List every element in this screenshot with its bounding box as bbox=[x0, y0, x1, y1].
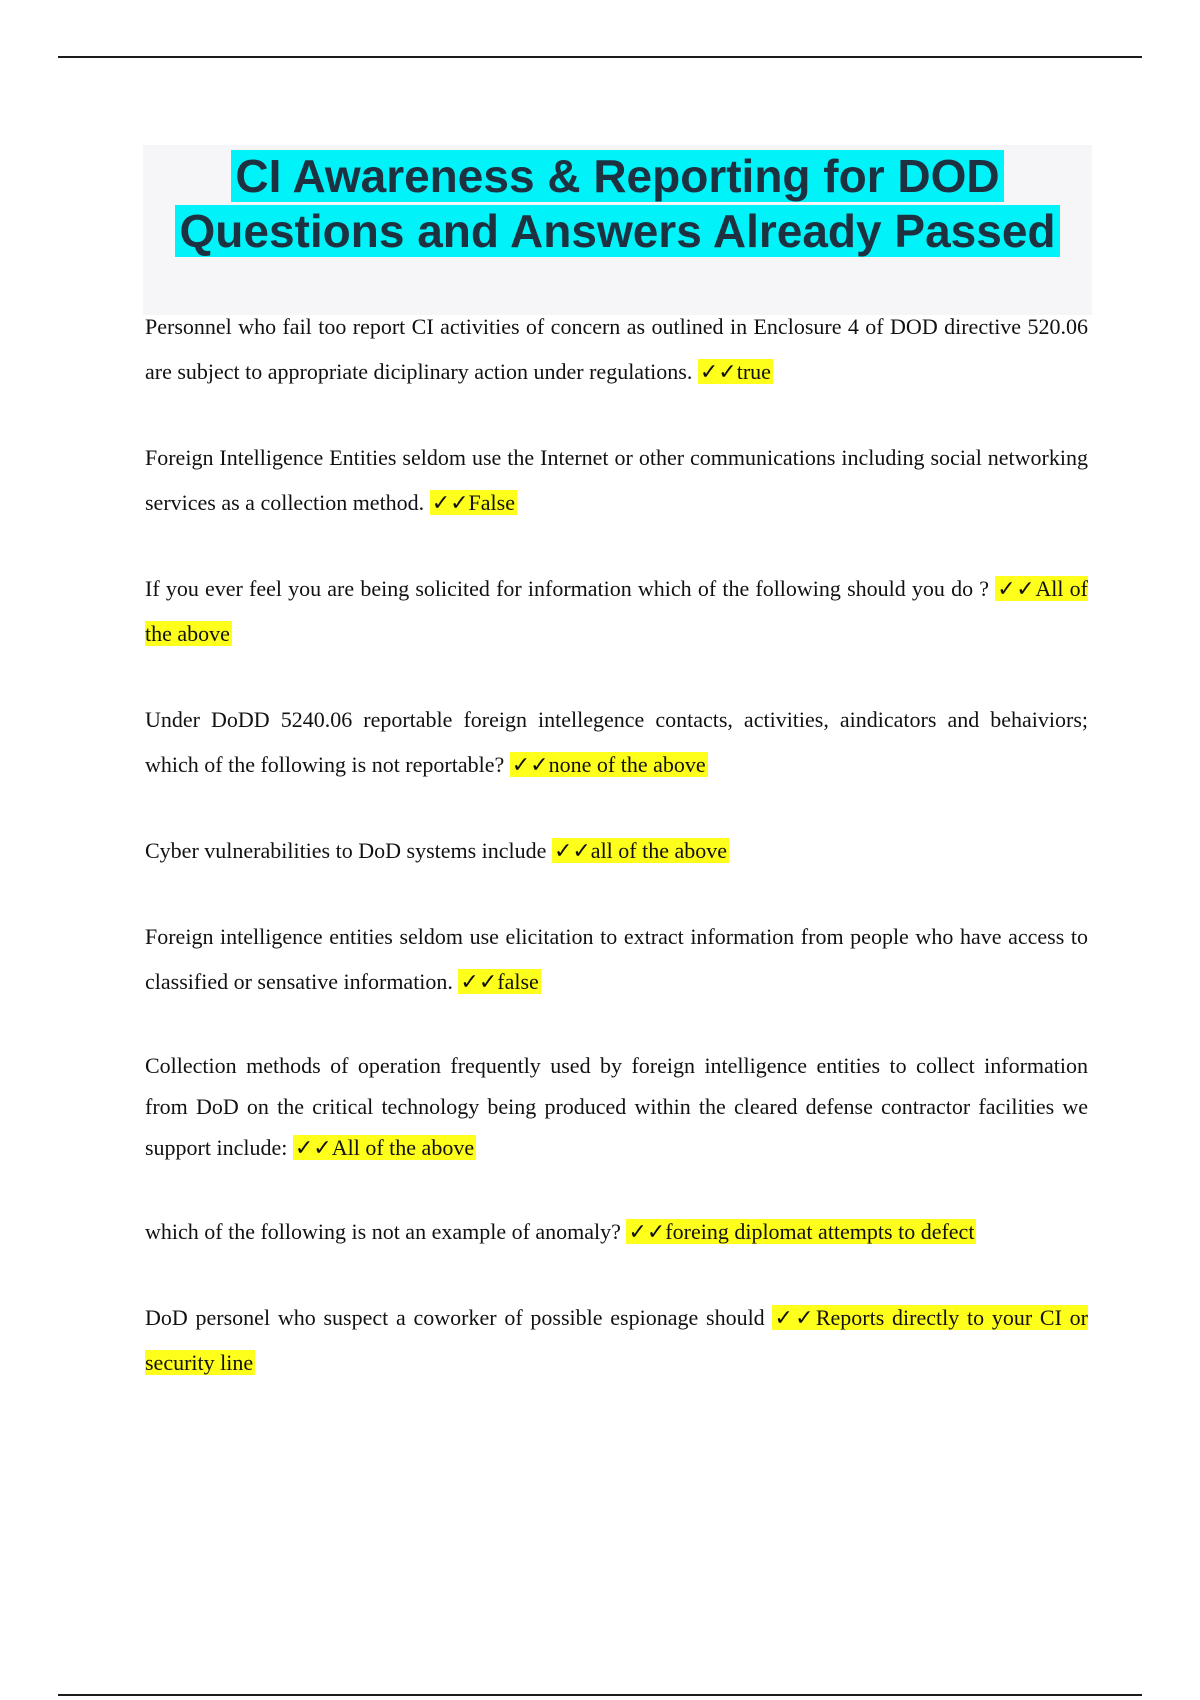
question-text: which of the following is not an example of anomaly? bbox=[145, 1219, 621, 1244]
title-line-2: Questions and Answers Already Passed bbox=[175, 205, 1059, 257]
qa-item-9 bbox=[145, 1295, 1088, 1385]
answer-highlight: ✓✓False bbox=[431, 490, 515, 515]
answer-highlight: ✓✓All of the above bbox=[145, 576, 1089, 646]
question-text: DoD personel who suspect a coworker of possible espionage should bbox=[145, 1305, 765, 1330]
answer-highlight: ✓✓foreing diplomat attempts to defect bbox=[628, 1219, 975, 1244]
qa-item-3 bbox=[145, 566, 1088, 656]
qa-item-7 bbox=[145, 1045, 1088, 1168]
question-text: Personnel who fail too report CI activities of concern as outlined in Enclosure 4 of DOD directive 520.06 are subject to appropriate diciplinary action under regulations. bbox=[145, 314, 1088, 384]
question-text: Collection methods of operation frequently used by foreign intelligence entities to collect information from DoD on the critical technology being produced within the cleared defense contractor facilities we support include: bbox=[145, 1053, 1088, 1160]
question-text: If you ever feel you are being solicited for information which of the following should you do ? bbox=[145, 576, 990, 601]
answer-highlight: ✓✓All of the above bbox=[294, 1135, 475, 1160]
question-text: Foreign Intelligence Entities seldom use the Internet or other communications including social networking services as a collection method. bbox=[145, 445, 1088, 515]
answer-highlight: ✓✓all of the above bbox=[553, 838, 728, 863]
question-text: Under DoDD 5240.06 reportable foreign intellegence contacts, activities, aindicators and behaiviors; which of the following is not reportable? bbox=[145, 707, 1088, 777]
qa-item-2 bbox=[145, 435, 1088, 525]
question-text: Foreign intelligence entities seldom use elicitation to extract information from people who have access to classified or sensative information. bbox=[145, 924, 1088, 994]
qa-item-5 bbox=[145, 828, 1088, 873]
title-line-1: CI Awareness & Reporting for DOD bbox=[231, 150, 1003, 202]
answer-highlight: ✓✓none of the above bbox=[511, 752, 706, 777]
header-rule bbox=[58, 56, 1142, 58]
qa-item-4 bbox=[145, 697, 1088, 787]
answer-highlight: ✓✓true bbox=[699, 359, 771, 384]
footer-rule bbox=[58, 1694, 1142, 1696]
document-title bbox=[143, 145, 1092, 259]
title-block bbox=[143, 145, 1092, 315]
answer-highlight: ✓✓false bbox=[460, 969, 539, 994]
qa-item-8 bbox=[145, 1209, 1088, 1254]
question-text: Cyber vulnerabilities to DoD systems include bbox=[145, 838, 547, 863]
qa-item-1 bbox=[145, 304, 1088, 394]
qa-list bbox=[145, 304, 1088, 1426]
answer-highlight: ✓✓Reports directly to your CI or security line bbox=[145, 1305, 1089, 1375]
qa-item-6 bbox=[145, 914, 1088, 1004]
